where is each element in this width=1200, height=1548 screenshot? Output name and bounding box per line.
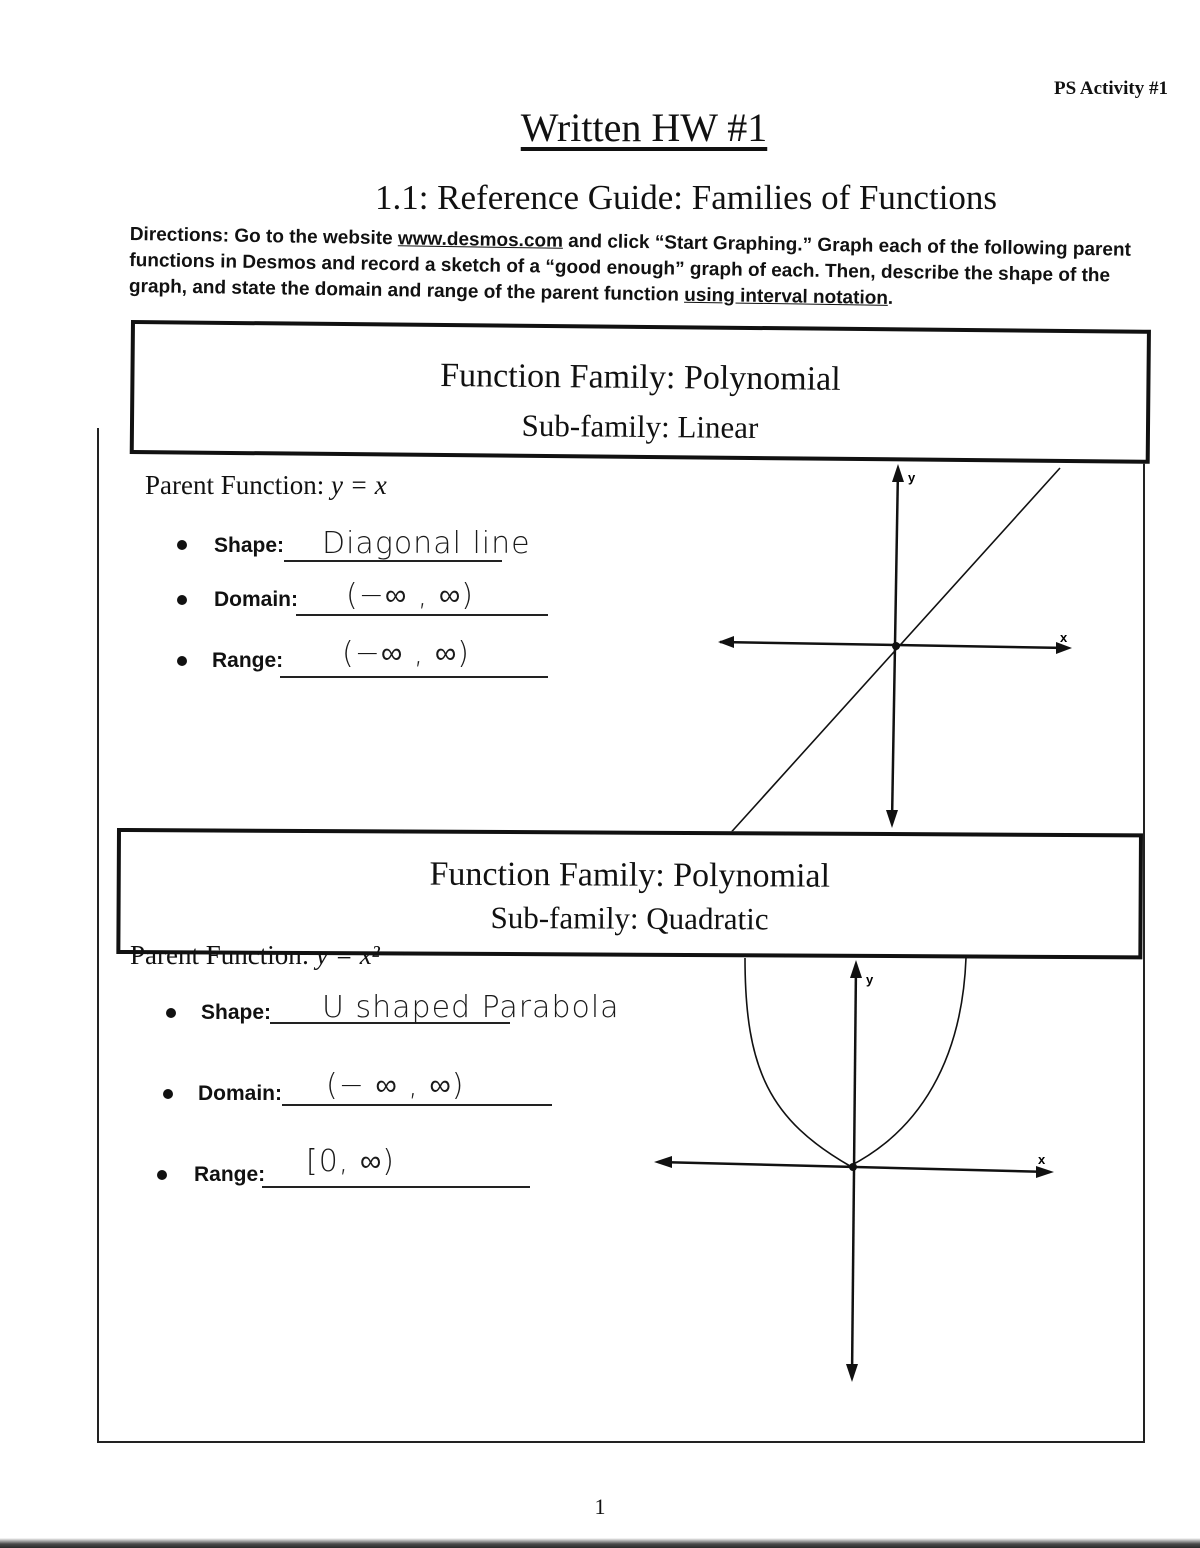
range-blank-line	[280, 676, 548, 678]
vertex-point	[849, 1163, 857, 1171]
function-family-label: Function Family: Polynomial	[440, 356, 841, 398]
parent-function-label: Parent Function:	[130, 940, 316, 970]
parent-function-equation: y = x	[330, 470, 387, 500]
page-title: Written HW #1	[520, 105, 768, 150]
parent-function-linear	[145, 470, 387, 501]
y-axis-label: y	[866, 972, 874, 987]
range-label: Range:	[212, 649, 284, 672]
origin-point	[892, 642, 900, 650]
domain-answer[interactable]: (− ∞ , ∞)	[326, 1068, 465, 1103]
range-blank-line	[262, 1186, 530, 1188]
x-axis-label: x	[1038, 1152, 1046, 1167]
parent-function-quadratic	[130, 940, 380, 971]
page-subtitle: 1.1: Reference Guide: Families of Functions	[374, 178, 998, 217]
y-axis	[846, 960, 862, 1382]
y-axis-label: y	[908, 470, 916, 485]
domain-label: Domain:	[214, 588, 298, 611]
directions-paragraph	[129, 222, 1140, 316]
section-linear-header	[130, 320, 1151, 464]
domain-label: Domain:	[198, 1082, 282, 1105]
domain-answer[interactable]: (−∞ , ∞)	[346, 578, 474, 613]
x-axis-label: x	[1060, 630, 1068, 645]
domain-blank-line	[296, 614, 548, 616]
linear-graph	[700, 460, 1100, 840]
domain-blank-line	[282, 1104, 552, 1106]
shape-answer[interactable]: U shaped Parabola	[322, 990, 620, 1025]
scan-edge	[0, 1538, 1200, 1548]
desmos-link[interactable]: www.desmos.com	[397, 228, 564, 252]
parent-function-label: Parent Function:	[145, 470, 331, 500]
range-answer[interactable]: [0, ∞)	[306, 1144, 395, 1179]
page-number: 1	[594, 1494, 606, 1519]
directions-text-2: and click “Start Graphing.” Graph each of the following parent functions in Desmos and record a sketch of a “good enough” graph of each. Then, describe the shape of the graph, and state the domain and range of the parent function	[128, 230, 1132, 306]
parent-function-equation: y = x²	[315, 940, 380, 970]
bullet-icon	[177, 540, 187, 550]
sub-family-label: Sub-family: Linear	[521, 407, 759, 446]
bullet-icon	[177, 595, 187, 605]
activity-tag: PS Activity #1	[1054, 78, 1168, 99]
shape-label: Shape:	[214, 534, 285, 557]
range-label: Range:	[194, 1163, 266, 1186]
shape-answer[interactable]: Diagonal line	[322, 526, 531, 561]
bullet-icon	[157, 1170, 167, 1180]
directions-end: .	[887, 287, 894, 309]
directions-text: Go to the website	[228, 225, 399, 250]
bullet-icon	[177, 656, 187, 666]
range-answer[interactable]: (−∞ , ∞)	[342, 636, 470, 671]
directions-label: Directions:	[129, 223, 230, 247]
bullet-icon	[163, 1089, 173, 1099]
sub-family-label: Sub-family: Quadratic	[490, 899, 769, 937]
interval-notation-emphasis: using interval notation	[684, 284, 889, 309]
quadratic-graph	[650, 950, 1070, 1390]
shape-label: Shape:	[201, 1001, 272, 1024]
bullet-icon	[166, 1008, 176, 1018]
function-family-label: Function Family: Polynomial	[429, 855, 831, 895]
